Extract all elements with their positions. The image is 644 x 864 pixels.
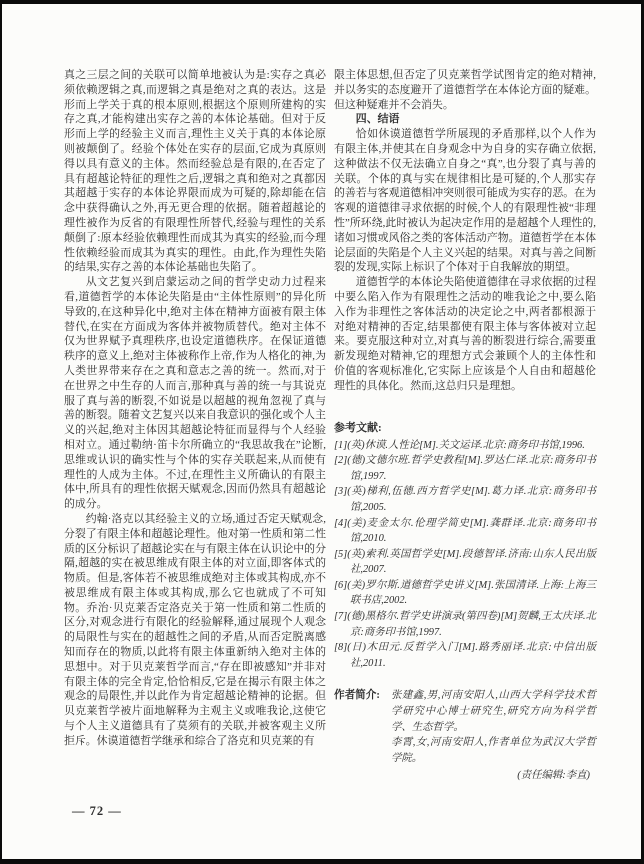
paragraph: 道德哲学的本体论失陷使道德律在寻求依据的过程中要么陷入作为有限理性之活动的唯我论之中,要么陷入作为非理性之客体活动的决定论之中,两者都根源于对绝对精神的否定,结果都使有限主体与客体被对立起来。要克服这种对立,对真与善的断裂进行综合,需要重新发现绝对精神,它的理想方式会兼顾个人的主体性和价值的客观标准化,它实际上应该是个人自由和超越伦理性的具体化。然而,这总归只是理想。 [334, 276, 596, 392]
reference-item: [6](美)罗尔斯.道德哲学史讲义[M].张国清译.上海:上海三联书店,2002. [334, 579, 596, 607]
reference-item: [7](德)黑格尔.哲学史讲演录(第四卷)[M]贺麟,王太庆译.北京:商务印书馆,1997. [334, 611, 596, 638]
paragraph: 从文艺复兴到启蒙运动之间的哲学史动力过程来看,道德哲学的本体论失陷是由“主体性原则”的异化所导致的,在这种异化中,绝对主体在精神方面被有限主体替代,在实在方面成为客体并被物质替代。绝对主体不仅为世界赋予真理秩序,也设定道德秩序。在保证道德秩序的意义上,绝对主体被称作上帝,作为人格化的神,为人类世界带来存在之真和意志之善的统一。然而,对于在世界之中生存的人而言,那种真与善的统一与其说克服了真与善的断裂,不如说是以超越的视角忽视了真与善的断裂。随着文艺复兴以来自我意识的强化或个人主义的兴起,绝对主体因其超越论特征而显得与个人经验相对立。通过勒纳·笛卡尔所确立的“我思故我在”论断,思维或认识的确实性与个体的实存关联起来,从而使有理性的人成为主体。不过,在理性主义所确认的有限主体中,所具有的理性依据天赋观念,因而仍然具有超越论的成分。 [64, 276, 326, 511]
author-bio-section [334, 688, 596, 766]
references-title: 参考文献: [334, 421, 382, 434]
right-column [334, 68, 596, 784]
editor-note: (责任编辑:李直) [517, 770, 590, 782]
reference-item: [8](日)木田元.反哲学入门[M].路秀丽译.北京:中信出版社,2011. [334, 642, 596, 669]
reference-item: [3](英)梯利,伍德.西方哲学史[M].葛力译.北京:商务印书馆,2005. [334, 486, 596, 513]
paragraph: 真之三层之间的关联可以简单地被认为是:实存之真必须依赖逻辑之真,而逻辑之真是绝对之真的表达。这是形而上学关于真的根本原则,根据这个原则所建构的实存之真,才能构建出实存之善的本体论基础。但对于反形而上学的经验主义而言,理性主义关于真的本体论原则被颠倒了。经验个体处在实存的层面,它成为真原则得以具有意义的主体。然而经验总是有限的,在否定了具有超越论特征的理性之后,逻辑之真和绝对之真都因其超越于实存的本体论界限而成为可疑的,除却能在信念中获得确认之外,再无更合理的依据。随着超越论的理性被作为反省的有限理性所替代,经验与理性的关系颠倒了:原本经验依赖理性而成其为真实的经验,而今理性依赖经验而成其为真实的理性。由此,作为理性失陷的结果,实存之善的本体论基础也失陷了。 [64, 69, 326, 274]
author-bio-label: 作者简介: [334, 690, 380, 702]
reference-item: [5](英)索利.英国哲学史[M].段德智译.济南:山东人民出版社,2007. [334, 548, 596, 576]
reference-item: [2](德)文德尔班.哲学史教程[M].罗达仁译.北京:商务印书馆,1997. [334, 455, 596, 482]
paragraph: 恰如休谟道德哲学所展现的矛盾那样,以个人作为有限主体,并使其在自身观念中为自身的实存确立依据,这种做法不仅无法确立自身之“真”,也分裂了真与善的关联。个体的真与实在规律相比是可疑的,个人那实存的善若与客观道德相冲突则很可能成为实存的恶。在为客观的道德律寻求依据的时候,个人的有限理性被“非理性”所环绕,此时被认为起决定作用的是超越个人理性的,诸如习惯或风俗之类的客体活动产物。道德哲学在本体论层面的失陷是个人主义兴起的结果。对真与善之间断裂的发现,实际上标识了个体对于自我解放的期望。 [334, 128, 596, 274]
author-bio: 张建鑫,男,河南安阳人,山西大学科学技术哲学研究中心博士研究生,研究方向为科学哲学、生态哲学。 [391, 690, 596, 733]
paragraph-continuation: 限主体思想,但否定了贝克莱哲学试图肯定的绝对精神,并以务实的态度避开了道德哲学在本体论方面的疑难。但这种疑难并不会消失。 [334, 69, 596, 111]
paragraph: 约翰·洛克以其经验主义的立场,通过否定天赋观念,分裂了有限主体和超越论理性。他对第一性质和第二性质的区分标识了超越论实在与有限主体在认识论中的分隔,超越的实在被思维成有限主体的对立面,即客体式的物质。但是,客体若不被思维成绝对主体或其构成,亦不被思维成有限主体或其构成,那么它也就成了不可知物。乔治·贝克莱否定洛克关于第一性质和第二性质的区分,对观念进行有限化的经验解释,通过展现个人观念的局限性与实在的超越性之间的矛盾,从而否定脱离感知而存在的物质,以此将有限主体重新纳入绝对主体的思想中。对于贝克莱哲学而言,“存在即被感知”并非对有限主体的完全肯定,恰恰相反,它是在揭示有限主体之观念的局限性,并以此作为肯定超越论精神的论据。但贝克莱哲学被片面地解释为主观主义或唯我论,这使它与个人主义道德具有了莫须有的关联,并被客观主义所拒斥。休谟道德哲学继承和综合了洛克和贝克莱的有 [64, 512, 326, 747]
references-section [334, 420, 596, 672]
author-bio: 李霄,女,河南安阳人,作者单位为武汉大学哲学院。 [391, 737, 596, 764]
page-number: — 72 — [72, 804, 122, 818]
section-heading-conclusion: 四、结语 [355, 113, 400, 126]
reference-item: [1](英)休谟.人性论[M].关文运译.北京:商务印书馆,1996. [334, 439, 585, 451]
reference-item: [4](美)麦金太尔.伦理学简史[M].龚群译.北京:商务印书馆,2010. [334, 517, 596, 545]
left-column [64, 68, 326, 749]
